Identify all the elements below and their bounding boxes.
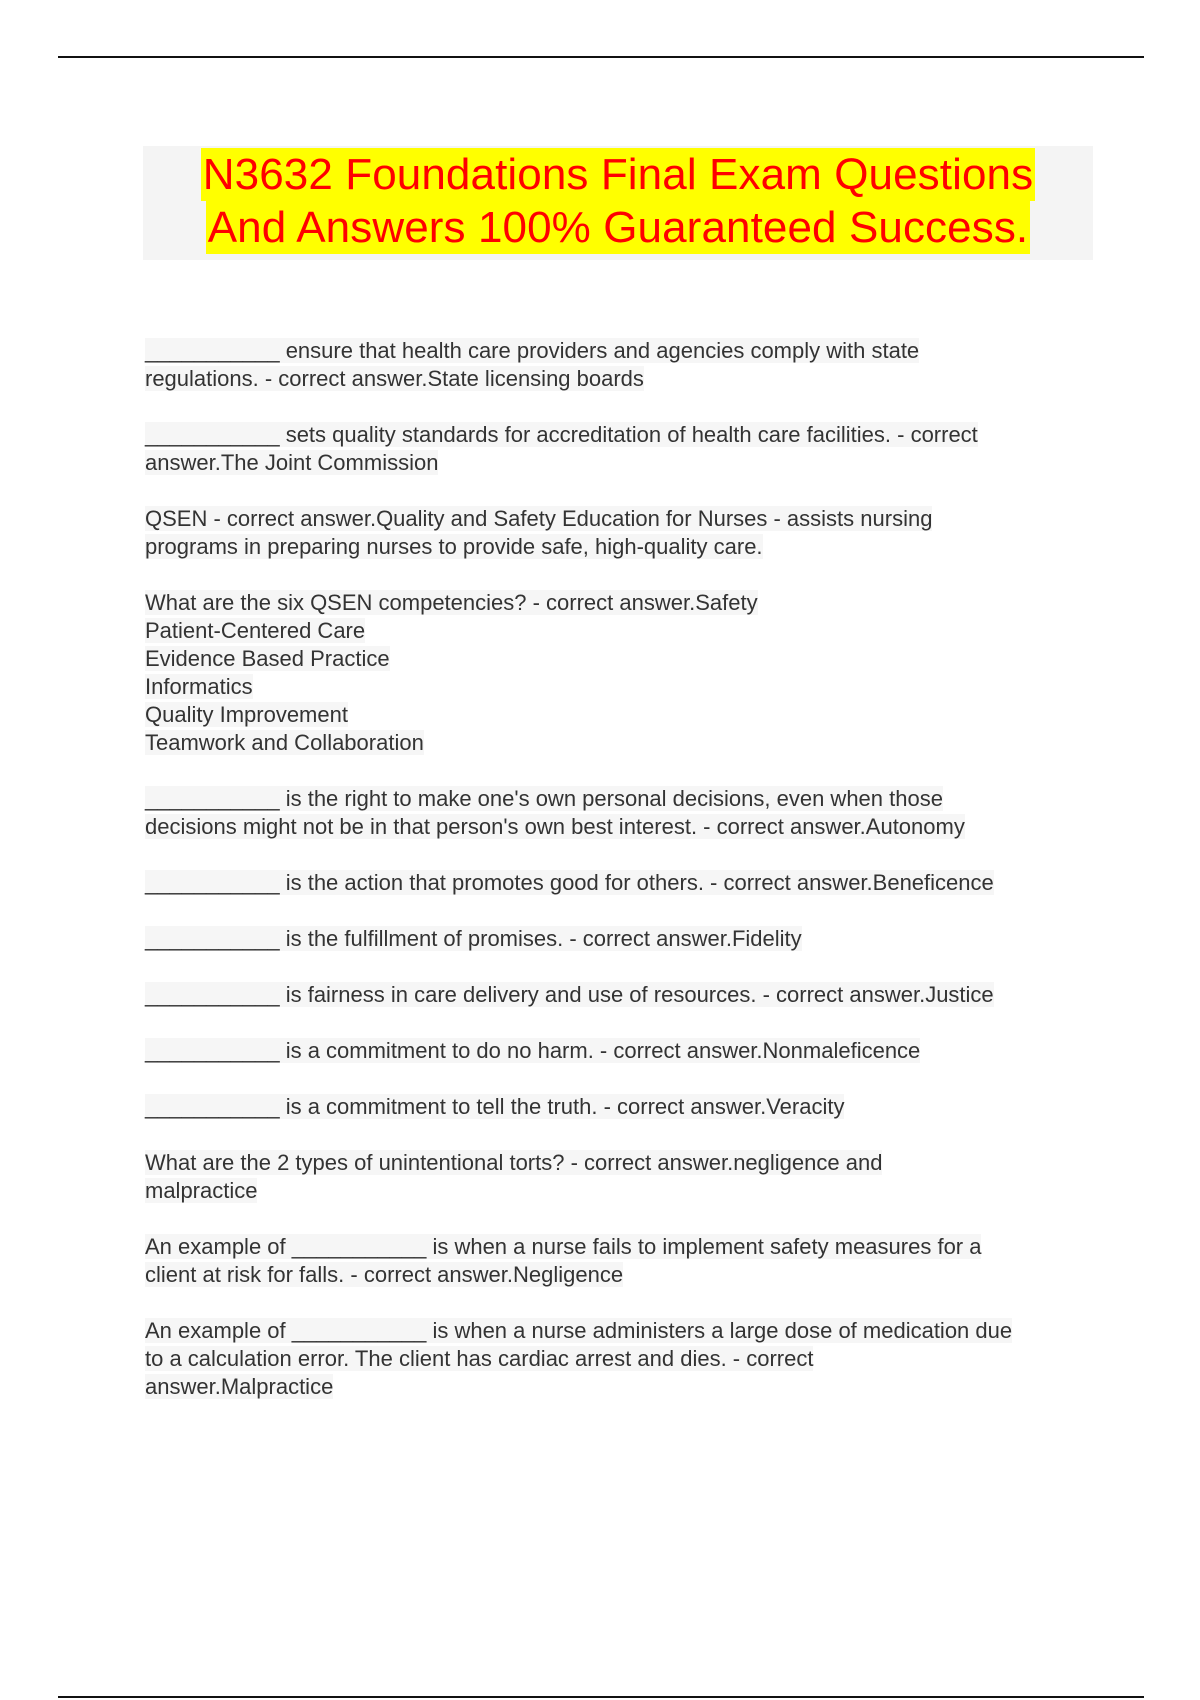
qa-text: What are the 2 types of unintentional torts? - correct answer.negligence and malpractice [145,1150,883,1203]
qa-item-state-licensing [145,337,1095,393]
title-line-1: N3632 Foundations Final Exam Questions [202,150,1034,199]
qa-text: ___________ sets quality standards for accreditation of health care facilities. - correct answer.The Joint Commission [145,422,978,475]
qa-text: ___________ is a commitment to do no harm. - correct answer.Nonmaleficence [145,1038,921,1063]
qa-text: An example of ___________ is when a nurse fails to implement safety measures for a client at risk for falls. - correct answer.Negligence [145,1234,982,1287]
qa-item-nonmaleficence [145,1037,1095,1065]
title-line-2: And Answers 100% Guaranteed Success. [207,203,1029,252]
top-rule [58,56,1144,58]
qa-item-autonomy [145,785,1095,841]
qa-item-joint-commission [145,421,1095,477]
qa-text: An example of ___________ is when a nurse administers a large dose of medication due to a calculation error. The client has cardiac arrest and dies. - correct answer.Malpractice [145,1318,1013,1399]
qa-item-beneficence [145,869,1095,897]
qa-text: What are the six QSEN competencies? - correct answer.Safety Patient-Centered Care Evidence Based Practice Informatics Quality Improvement Teamwork and Collaboration [145,590,758,755]
qa-item-justice [145,981,1095,1009]
qa-item-malpractice [145,1317,1095,1401]
qa-text: QSEN - correct answer.Quality and Safety Education for Nurses - assists nursing programs in preparing nurses to provide safe, high-quality care. [145,506,933,559]
qa-item-unintentional-torts [145,1149,1095,1205]
qa-item-qsen-competencies [145,589,1095,757]
qa-item-veracity [145,1093,1095,1121]
bottom-rule [58,1696,1144,1698]
qa-list [145,337,1095,1429]
qa-item-qsen [145,505,1095,561]
qa-text: ___________ is a commitment to tell the truth. - correct answer.Veracity [145,1094,845,1119]
qa-item-fidelity [145,925,1095,953]
qa-text: ___________ is the right to make one's own personal decisions, even when those decisions might not be in that person's own best interest. - correct answer.Autonomy [145,786,965,839]
qa-text: ___________ ensure that health care providers and agencies comply with state regulations. - correct answer.State licensing boards [145,338,920,391]
qa-text: ___________ is the action that promotes good for others. - correct answer.Beneficence [145,870,994,895]
qa-text: ___________ is fairness in care delivery and use of resources. - correct answer.Justice [145,982,994,1007]
qa-item-negligence [145,1233,1095,1289]
document-title [143,146,1093,260]
qa-text: ___________ is the fulfillment of promises. - correct answer.Fidelity [145,926,802,951]
